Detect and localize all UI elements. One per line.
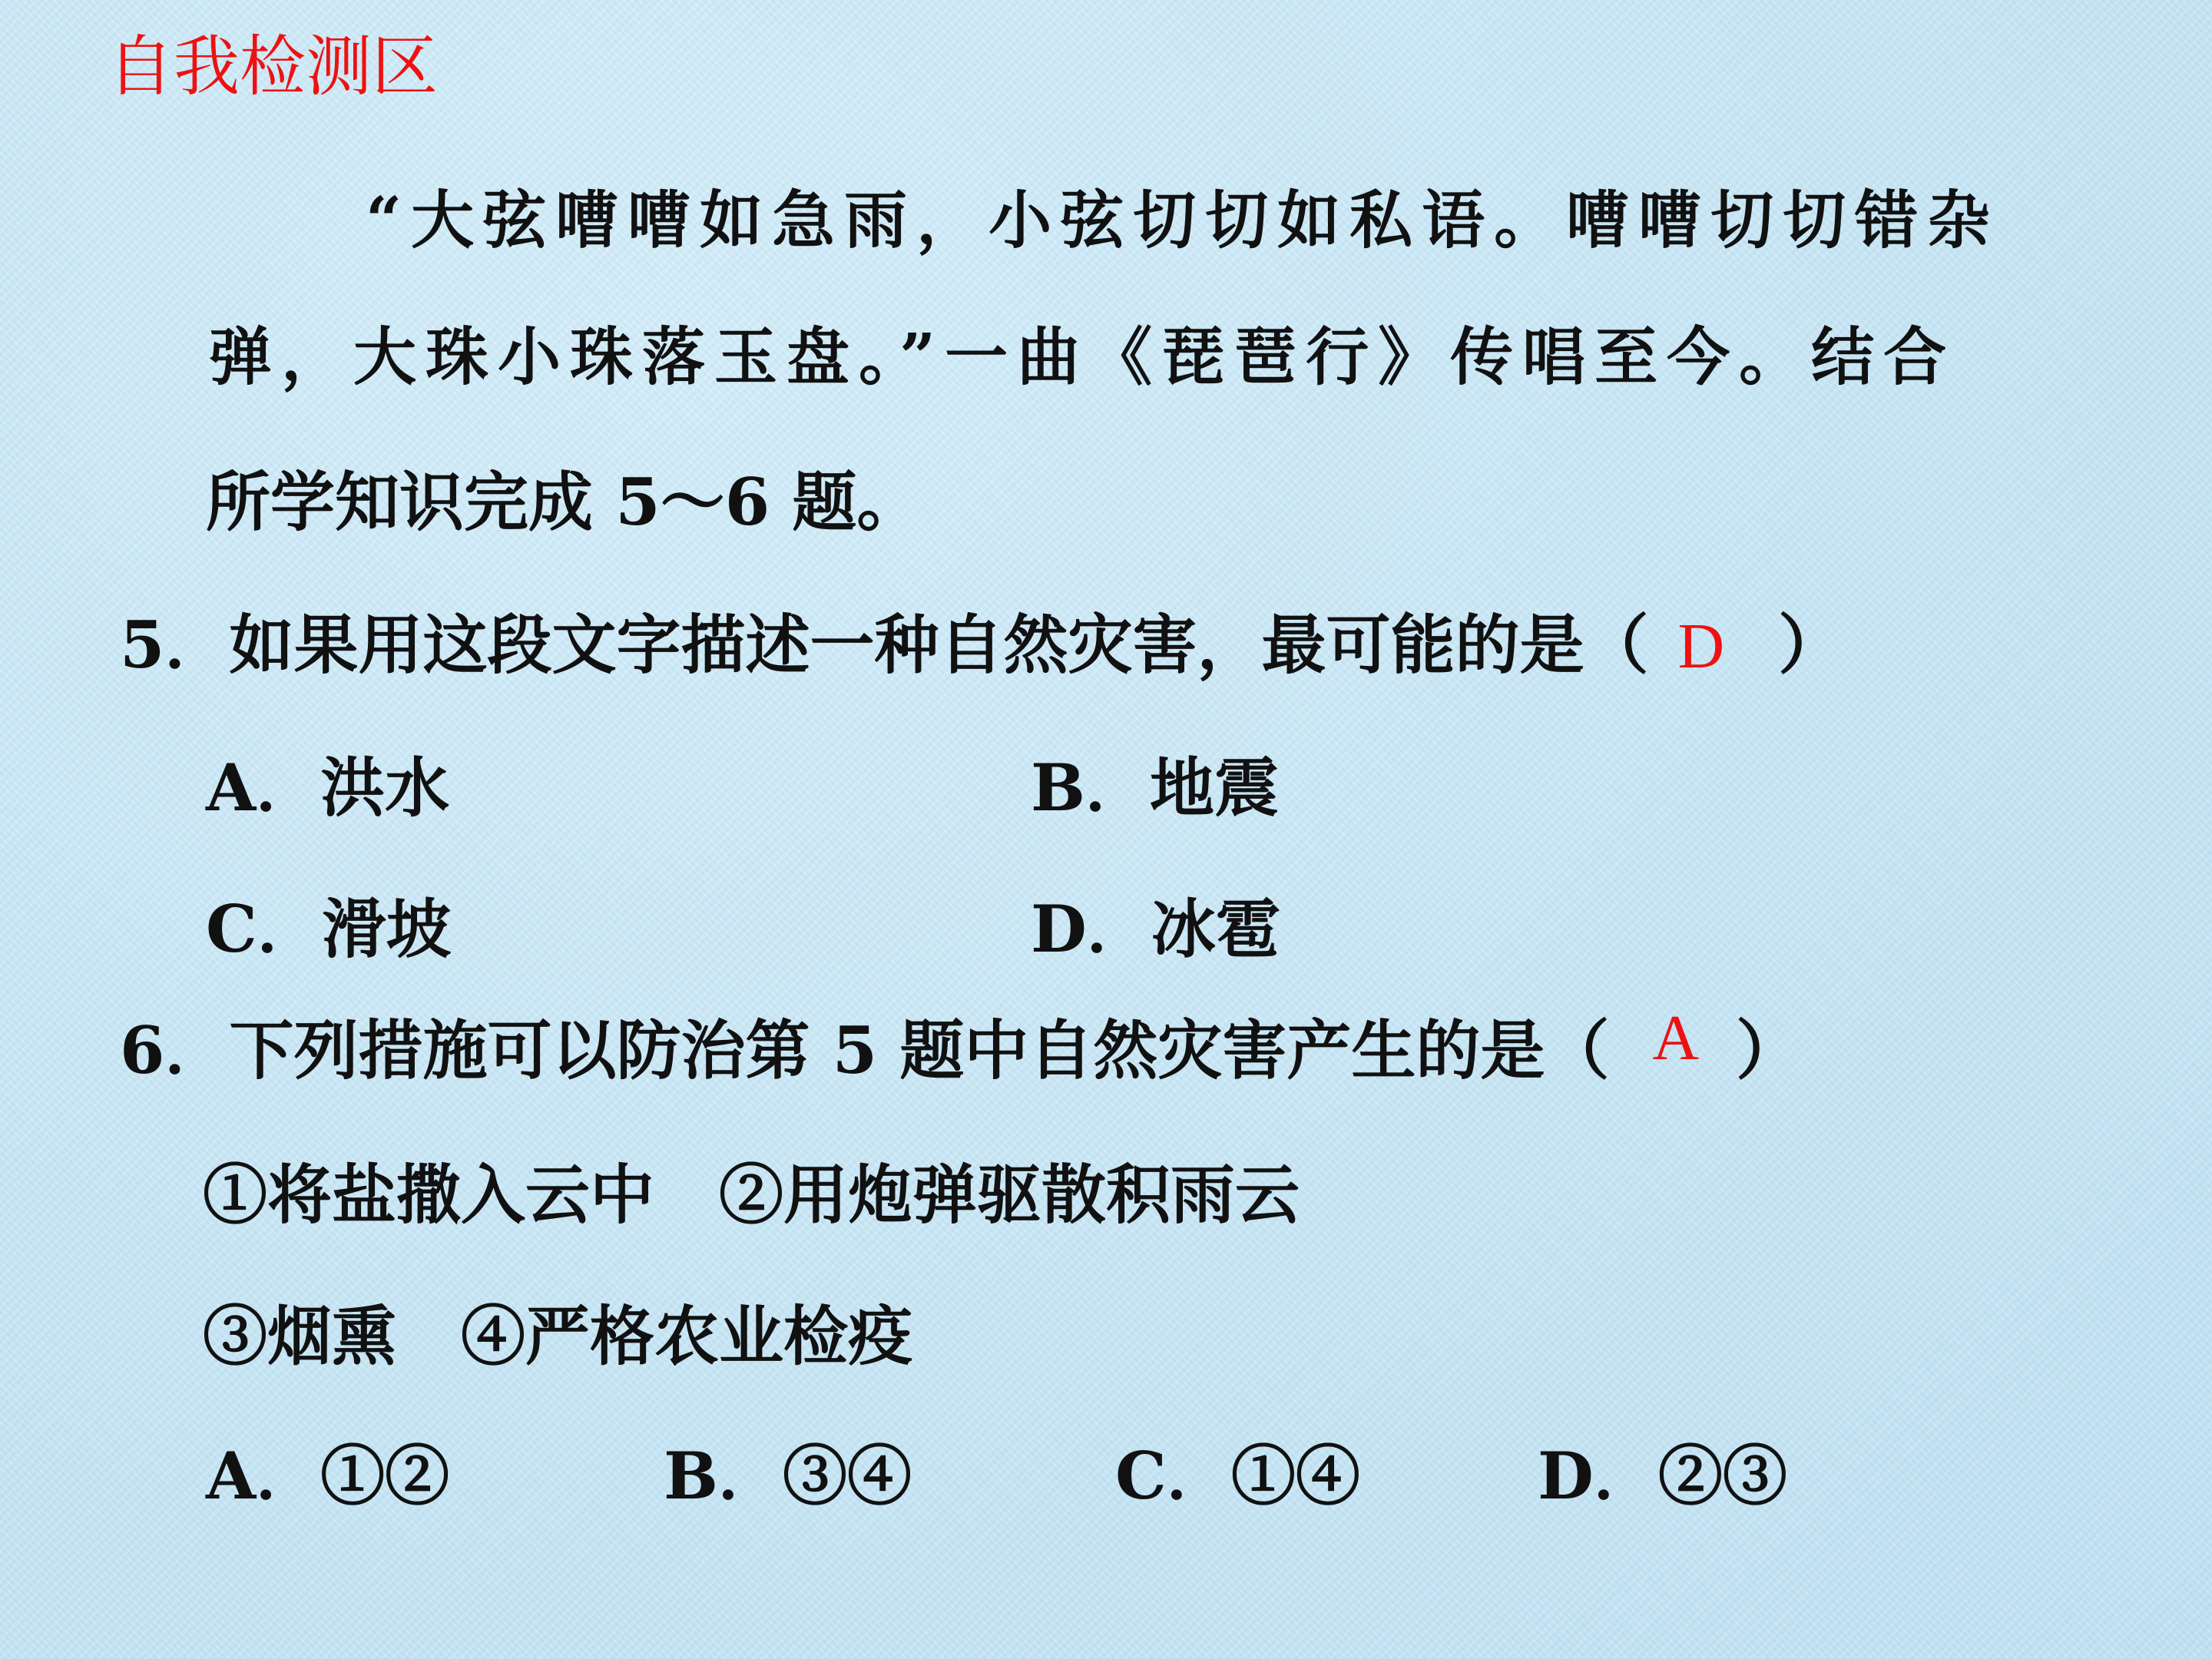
question-6-close: ） [1736,1012,1801,1088]
question-5-stem: 5．如果用这段文字描述一种自然灾害，最可能的是（ [120,607,1649,683]
q6-items-line-1: ①将盐撒入云中 ②用炮弹驱散积雨云 [203,1157,1300,1233]
question-6-stem: 6．下列措施可以防治第 5 题中自然灾害产生的是（ [120,1012,1610,1088]
q6-option-b: B．③④ [664,1438,912,1514]
section-title: 自我检测区 [108,28,438,105]
intro-line-2: 弹，大珠小珠落玉盘。”一曲《琵琶行》传唱至今。结合 [209,320,1956,394]
question-5 [120,607,1843,683]
q5-option-b: B．地震 [1031,750,1279,826]
intro-line-3: 所学知识完成 5～6 题。 [206,464,922,540]
question-5-close: ） [1778,607,1843,683]
question-6 [120,1002,1801,1088]
q5-option-c: C．滑坡 [206,891,451,967]
question-5-answer: D [1677,611,1725,682]
question-6-answer: A [1652,1002,1700,1074]
q5-option-a: A．洪水 [206,750,450,826]
q6-option-d: D．②③ [1538,1438,1787,1514]
q6-option-a: A．①② [206,1438,450,1514]
intro-line-1: “大弦嘈嘈如急雨，小弦切切如私语。嘈嘈切切错杂 [366,184,2000,257]
q5-option-d: D．冰雹 [1031,891,1280,967]
q6-items-line-2: ③烟熏 ④严格农业检疫 [203,1298,913,1374]
q6-option-c: C．①④ [1115,1438,1360,1514]
